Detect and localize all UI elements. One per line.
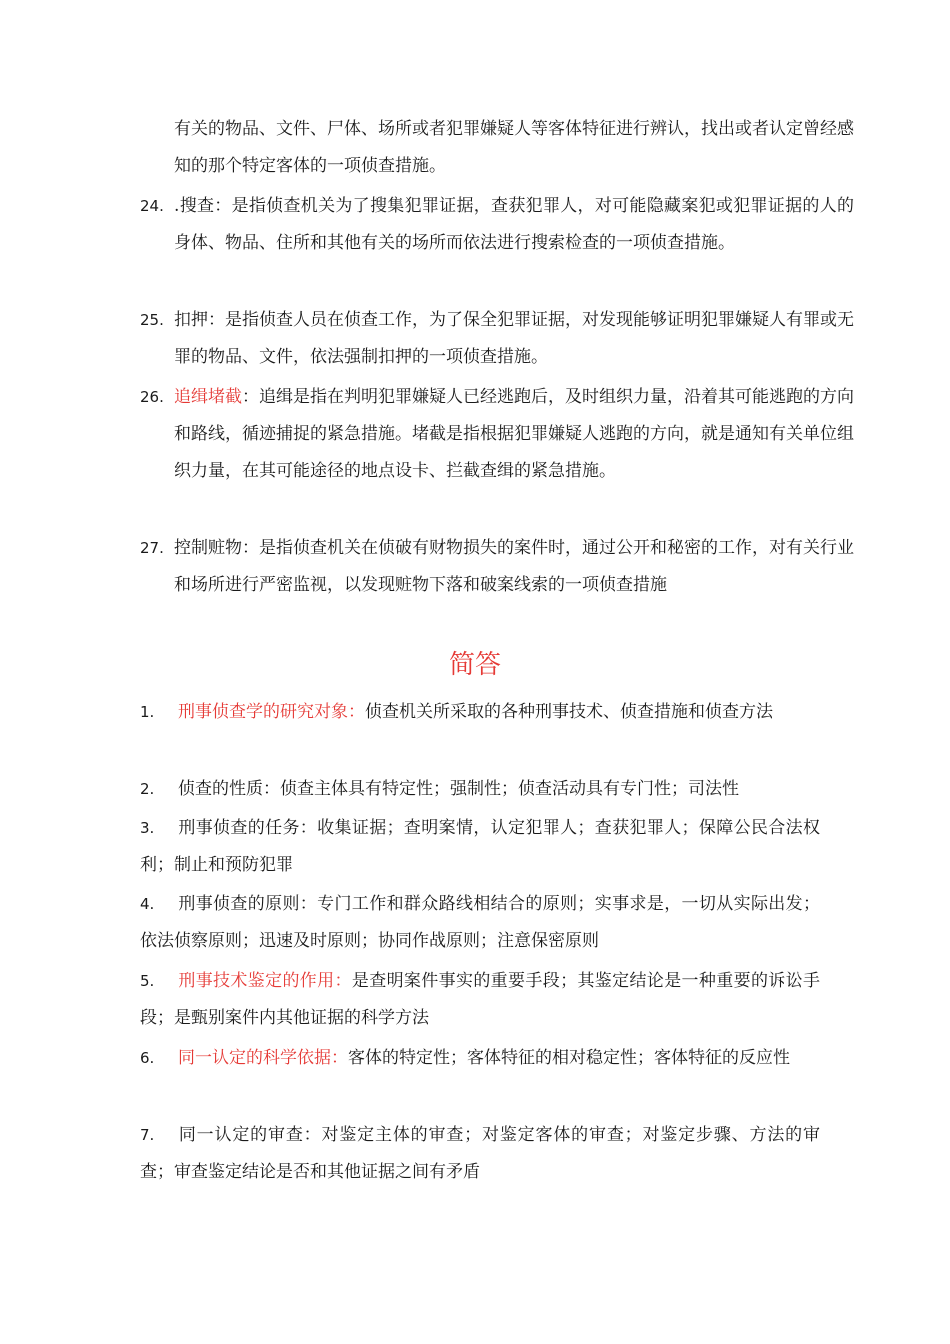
answer-term: 刑事技术鉴定的作用：: [178, 971, 352, 991]
answer-text: 客体的特定性；客体特征的相对稳定性；客体特征的反应性: [348, 1048, 790, 1068]
item-number: 27.: [140, 539, 164, 557]
answer-number: 5.: [140, 972, 155, 990]
answer-number: 2.: [140, 780, 155, 798]
answer-text: 刑事侦查的原则：专门工作和群众路线相结合的原则；实事求是，一切从实际出发；依法侦察原则；迅速及时原则；协同作战原则；注意保密原则: [140, 894, 820, 951]
answer-number: 7.: [140, 1126, 155, 1144]
item-text: 扣押：是指侦查人员在侦查工作，为了保全犯罪证据，对发现能够证明犯罪嫌疑人有罪或无罪的物品、文件，依法强制扣押的一项侦查措施。: [174, 310, 854, 367]
answer-item-4: [140, 886, 820, 960]
answer-number: 1.: [140, 703, 155, 721]
answer-text: 刑事侦查的任务：收集证据；查明案情，认定犯罪人；查获犯罪人；保障公民合法权利；制止和预防犯罪: [140, 818, 820, 875]
answer-text: 侦查机关所采取的各种刑事技术、侦查措施和侦查方法: [365, 702, 773, 722]
list-item-25: [140, 302, 854, 376]
item-text: .搜查：是指侦查机关为了搜集犯罪证据，查获犯罪人，对可能隐藏案犯或犯罪证据的人的身体、物品、住所和其他有关的场所而依法进行搜索检查的一项侦查措施。: [174, 196, 854, 253]
item-number: 24.: [140, 197, 164, 215]
answer-number: 4.: [140, 895, 155, 913]
list-item-27: [140, 530, 854, 604]
continued-paragraph: [140, 111, 854, 185]
item-text: 控制赃物：是指侦查机关在侦破有财物损失的案件时，通过公开和秘密的工作，对有关行业和场所进行严密监视，以发现赃物下落和破案线索的一项侦查措施: [174, 538, 854, 595]
paragraph-text: 有关的物品、文件、尸体、场所或者犯罪嫌疑人等客体特征进行辨认，找出或者认定曾经感知的那个特定客体的一项侦查措施。: [174, 119, 854, 176]
answer-item-5: [140, 963, 820, 1037]
answer-item-2: [140, 771, 820, 808]
item-term: 追缉堵截: [174, 387, 242, 407]
list-item-24: [140, 188, 854, 262]
answer-number: 6.: [140, 1049, 155, 1067]
item-number: 25.: [140, 311, 164, 329]
item-text: ：追缉是指在判明犯罪嫌疑人已经逃跑后，及时组织力量，沿着其可能逃跑的方向和路线，循迹捕捉的紧急措施。堵截是指根据犯罪嫌疑人逃跑的方向，就是通知有关单位组织力量，在其可能途径的地点设卡、拦截查缉的紧急措施。: [174, 387, 854, 481]
answer-number: 3.: [140, 819, 155, 837]
answer-item-3: [140, 810, 820, 884]
answer-term: 同一认定的科学依据：: [178, 1048, 348, 1068]
answer-term: 刑事侦查学的研究对象：: [178, 702, 365, 722]
answer-text: 同一认定的审查：对鉴定主体的审查；对鉴定客体的审查；对鉴定步骤、方法的审查；审查鉴定结论是否和其他证据之间有矛盾: [140, 1125, 820, 1182]
answer-text: 侦查的性质：侦查主体具有特定性；强制性；侦查活动具有专门性；司法性: [178, 779, 739, 799]
answer-item-1: [140, 694, 820, 731]
list-item-26: [140, 379, 854, 490]
section-heading: 简答: [448, 650, 501, 680]
answer-text: 是查明案件事实的重要手段；其鉴定结论是一种重要的诉讼手段；是甄别案件内其他证据的科学方法: [140, 971, 821, 1028]
item-number: 26.: [140, 388, 164, 406]
answer-item-6: [140, 1040, 820, 1077]
answer-item-7: [140, 1117, 820, 1191]
